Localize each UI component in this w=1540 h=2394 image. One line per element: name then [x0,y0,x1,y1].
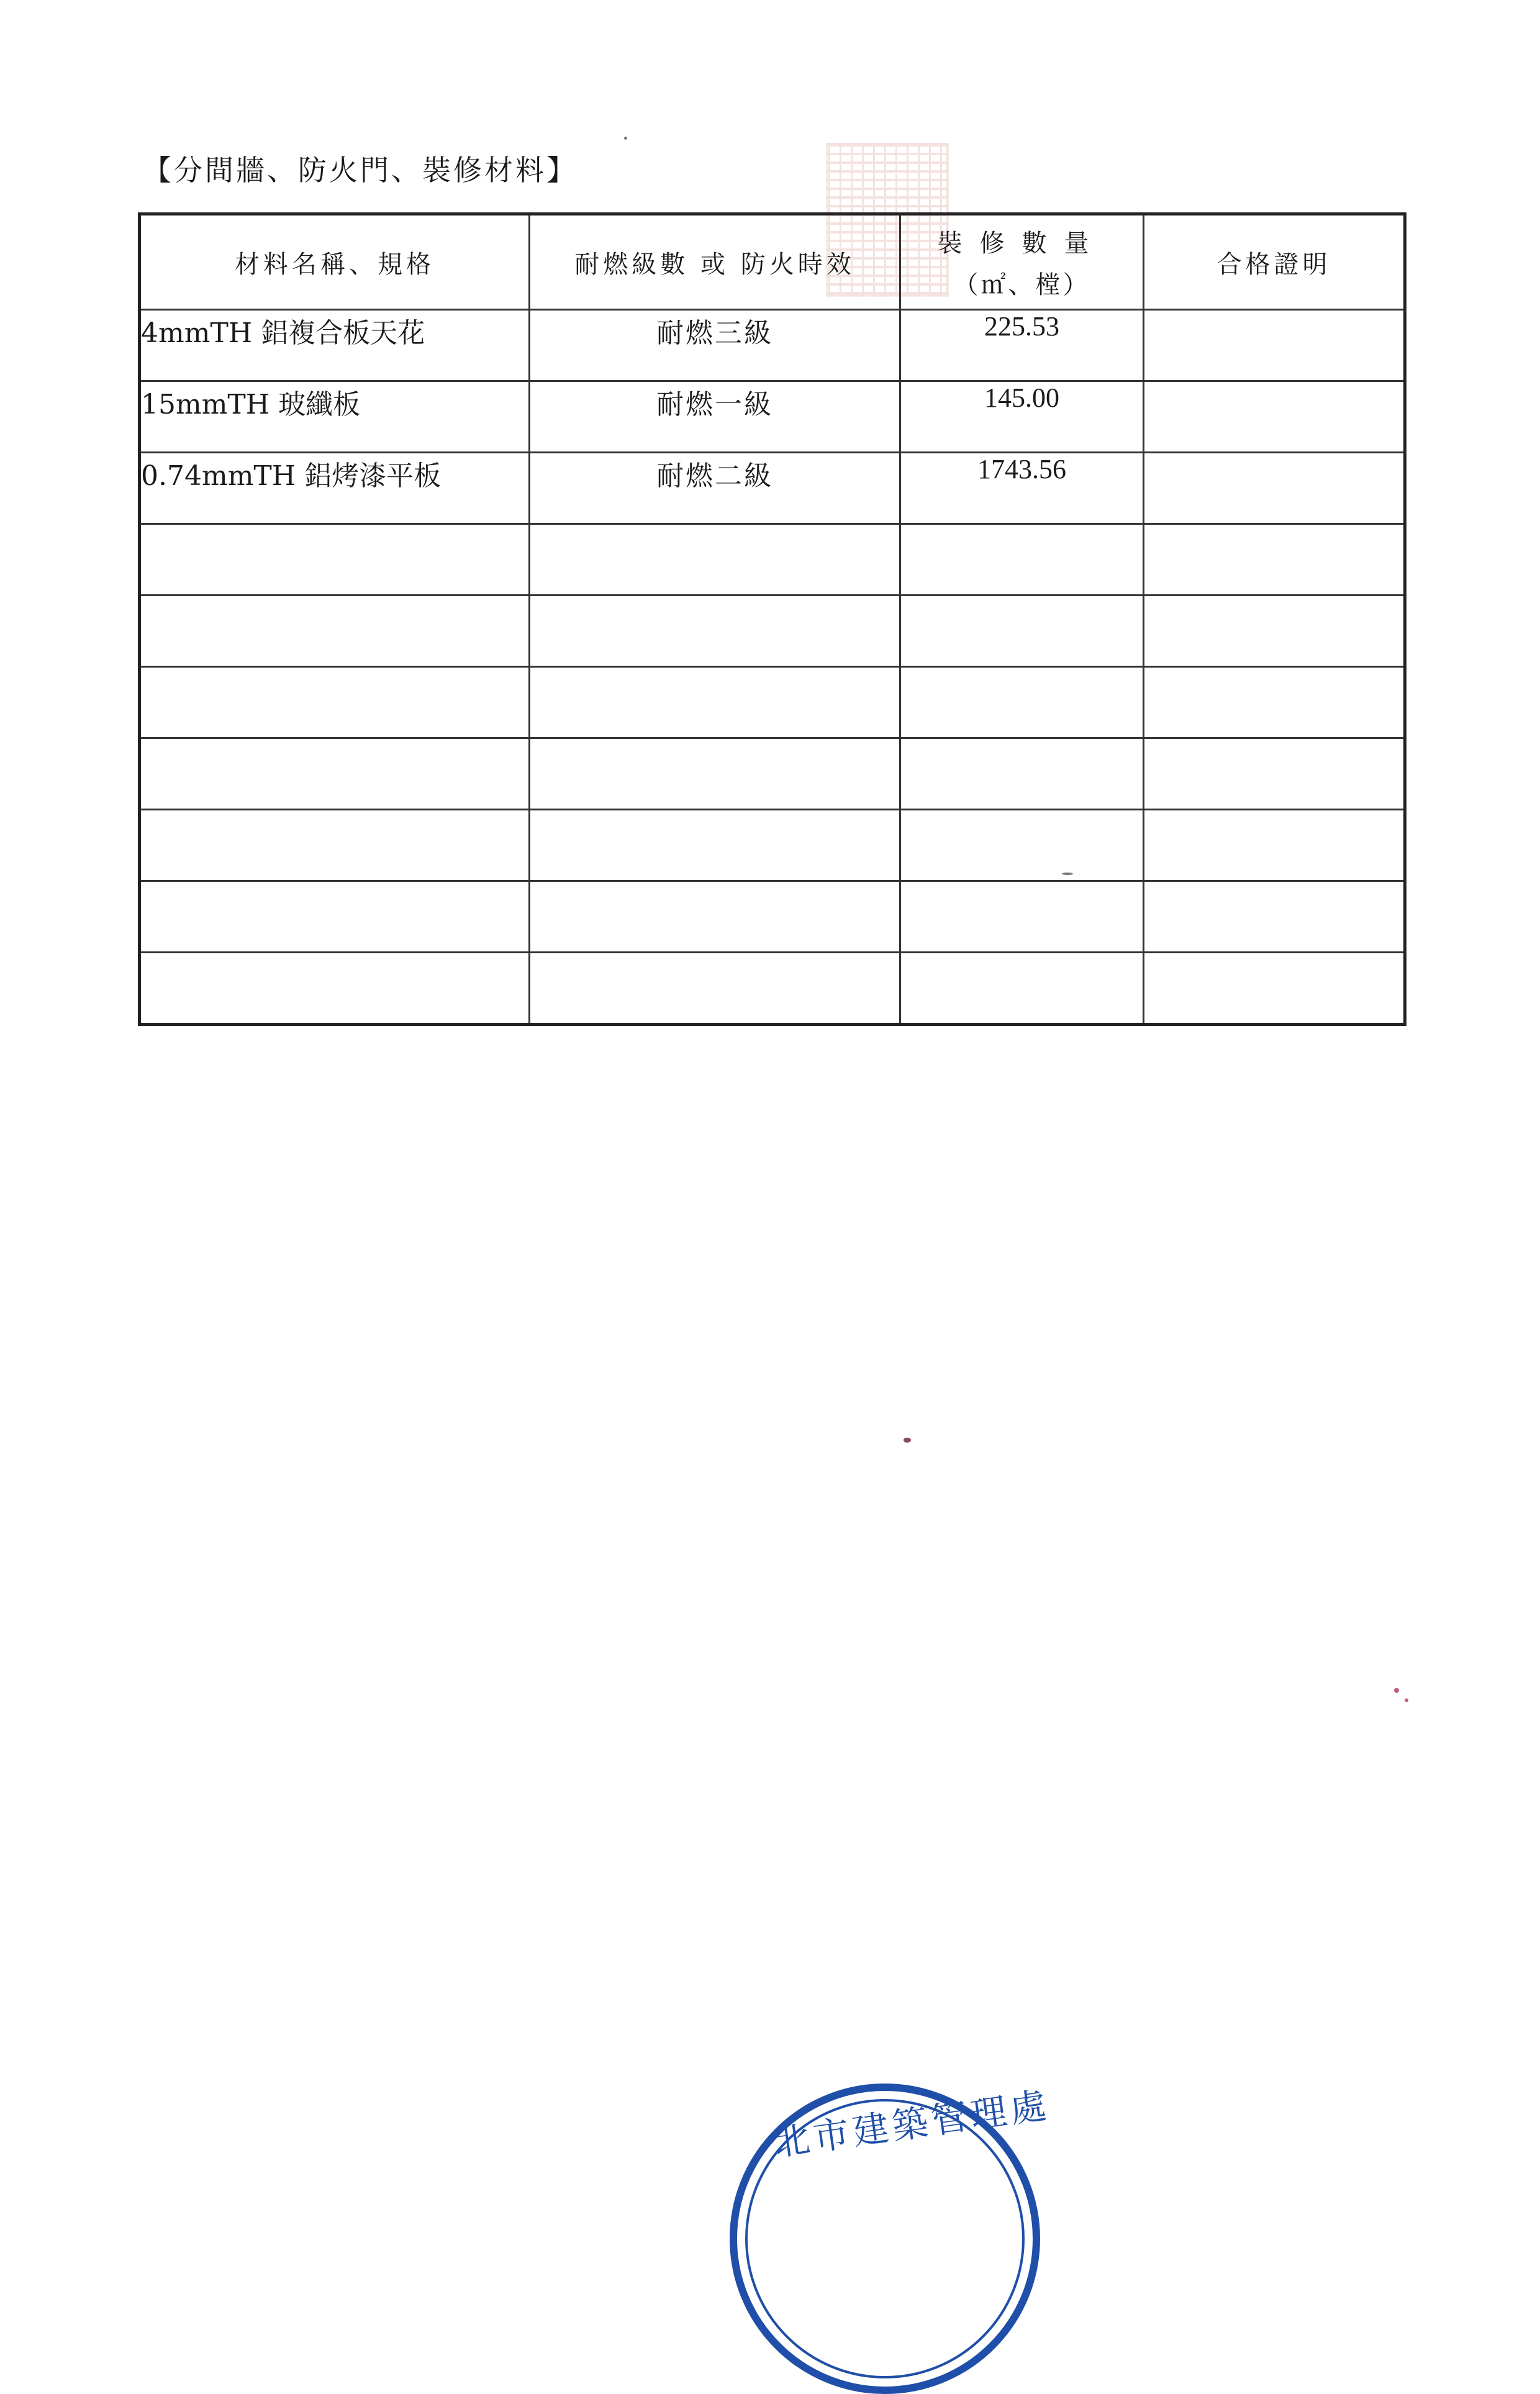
cell-fire-grade: 耐燃二級 [530,453,900,524]
table-row [140,453,1405,524]
scan-speck [1062,873,1073,875]
cell-fire-grade [530,953,900,1025]
cell-quantity [900,667,1144,738]
cell-fire-grade [530,596,900,667]
cell-material-name [140,596,530,667]
scan-speck [1405,1698,1408,1702]
header-fire-grade: 耐燃級數 或 防火時效 [530,214,900,310]
table-row [140,738,1405,810]
cell-material-name [140,810,530,881]
table-row [140,810,1405,881]
cell-quantity [900,524,1144,596]
cell-quantity [900,596,1144,667]
table-row [140,381,1405,453]
cell-certificate [1144,953,1405,1025]
cell-certificate [1144,381,1405,453]
cell-material-name [140,953,530,1025]
cell-quantity: 1743.56 [900,453,1144,524]
header-quantity-unit: （㎡、樘） [953,271,1090,299]
table-row [140,524,1405,596]
table-row [140,667,1405,738]
cell-material-name [140,881,530,953]
cell-quantity [900,953,1144,1025]
header-quantity-label: 裝修數量 [937,229,1107,258]
cell-quantity [900,881,1144,953]
table-row [140,310,1405,381]
cell-fire-grade [530,810,900,881]
cell-certificate [1144,881,1405,953]
scan-speck [624,137,627,140]
cell-quantity [900,738,1144,810]
table-header-row [140,214,1405,310]
cell-fire-grade [530,524,900,596]
official-seal-text: 北市建築管理處 [771,2083,1053,2165]
cell-quantity [900,810,1144,881]
cell-material-name [140,524,530,596]
cell-certificate [1144,810,1405,881]
cell-material-name [140,738,530,810]
cell-material-name: 4mmTH 鋁複合板天花 [140,310,530,381]
table-row [140,881,1405,953]
cell-quantity: 225.53 [900,310,1144,381]
cell-quantity: 145.00 [900,381,1144,453]
header-material-name: 材料名稱、規格 [140,214,530,310]
table-row [140,953,1405,1025]
cell-fire-grade: 耐燃一級 [530,381,900,453]
cell-material-name: 15mmTH 玻纖板 [140,381,530,453]
materials-table [138,212,1406,1026]
cell-material-name: 0.74mmTH 鋁烤漆平板 [140,453,530,524]
scan-speck [1394,1688,1399,1693]
cell-fire-grade [530,881,900,953]
table-row [140,596,1405,667]
cell-certificate [1144,310,1405,381]
cell-certificate [1144,524,1405,596]
cell-fire-grade [530,738,900,810]
header-quantity [900,214,1144,310]
cell-fire-grade [530,667,900,738]
cell-material-name [140,667,530,738]
cell-certificate [1144,596,1405,667]
cell-certificate [1144,667,1405,738]
header-certificate: 合格證明 [1144,214,1405,310]
section-heading: 【分間牆、防火門、裝修材料】 [143,153,578,187]
scan-speck [904,1438,911,1443]
cell-certificate [1144,453,1405,524]
cell-certificate [1144,738,1405,810]
cell-fire-grade: 耐燃三級 [530,310,900,381]
